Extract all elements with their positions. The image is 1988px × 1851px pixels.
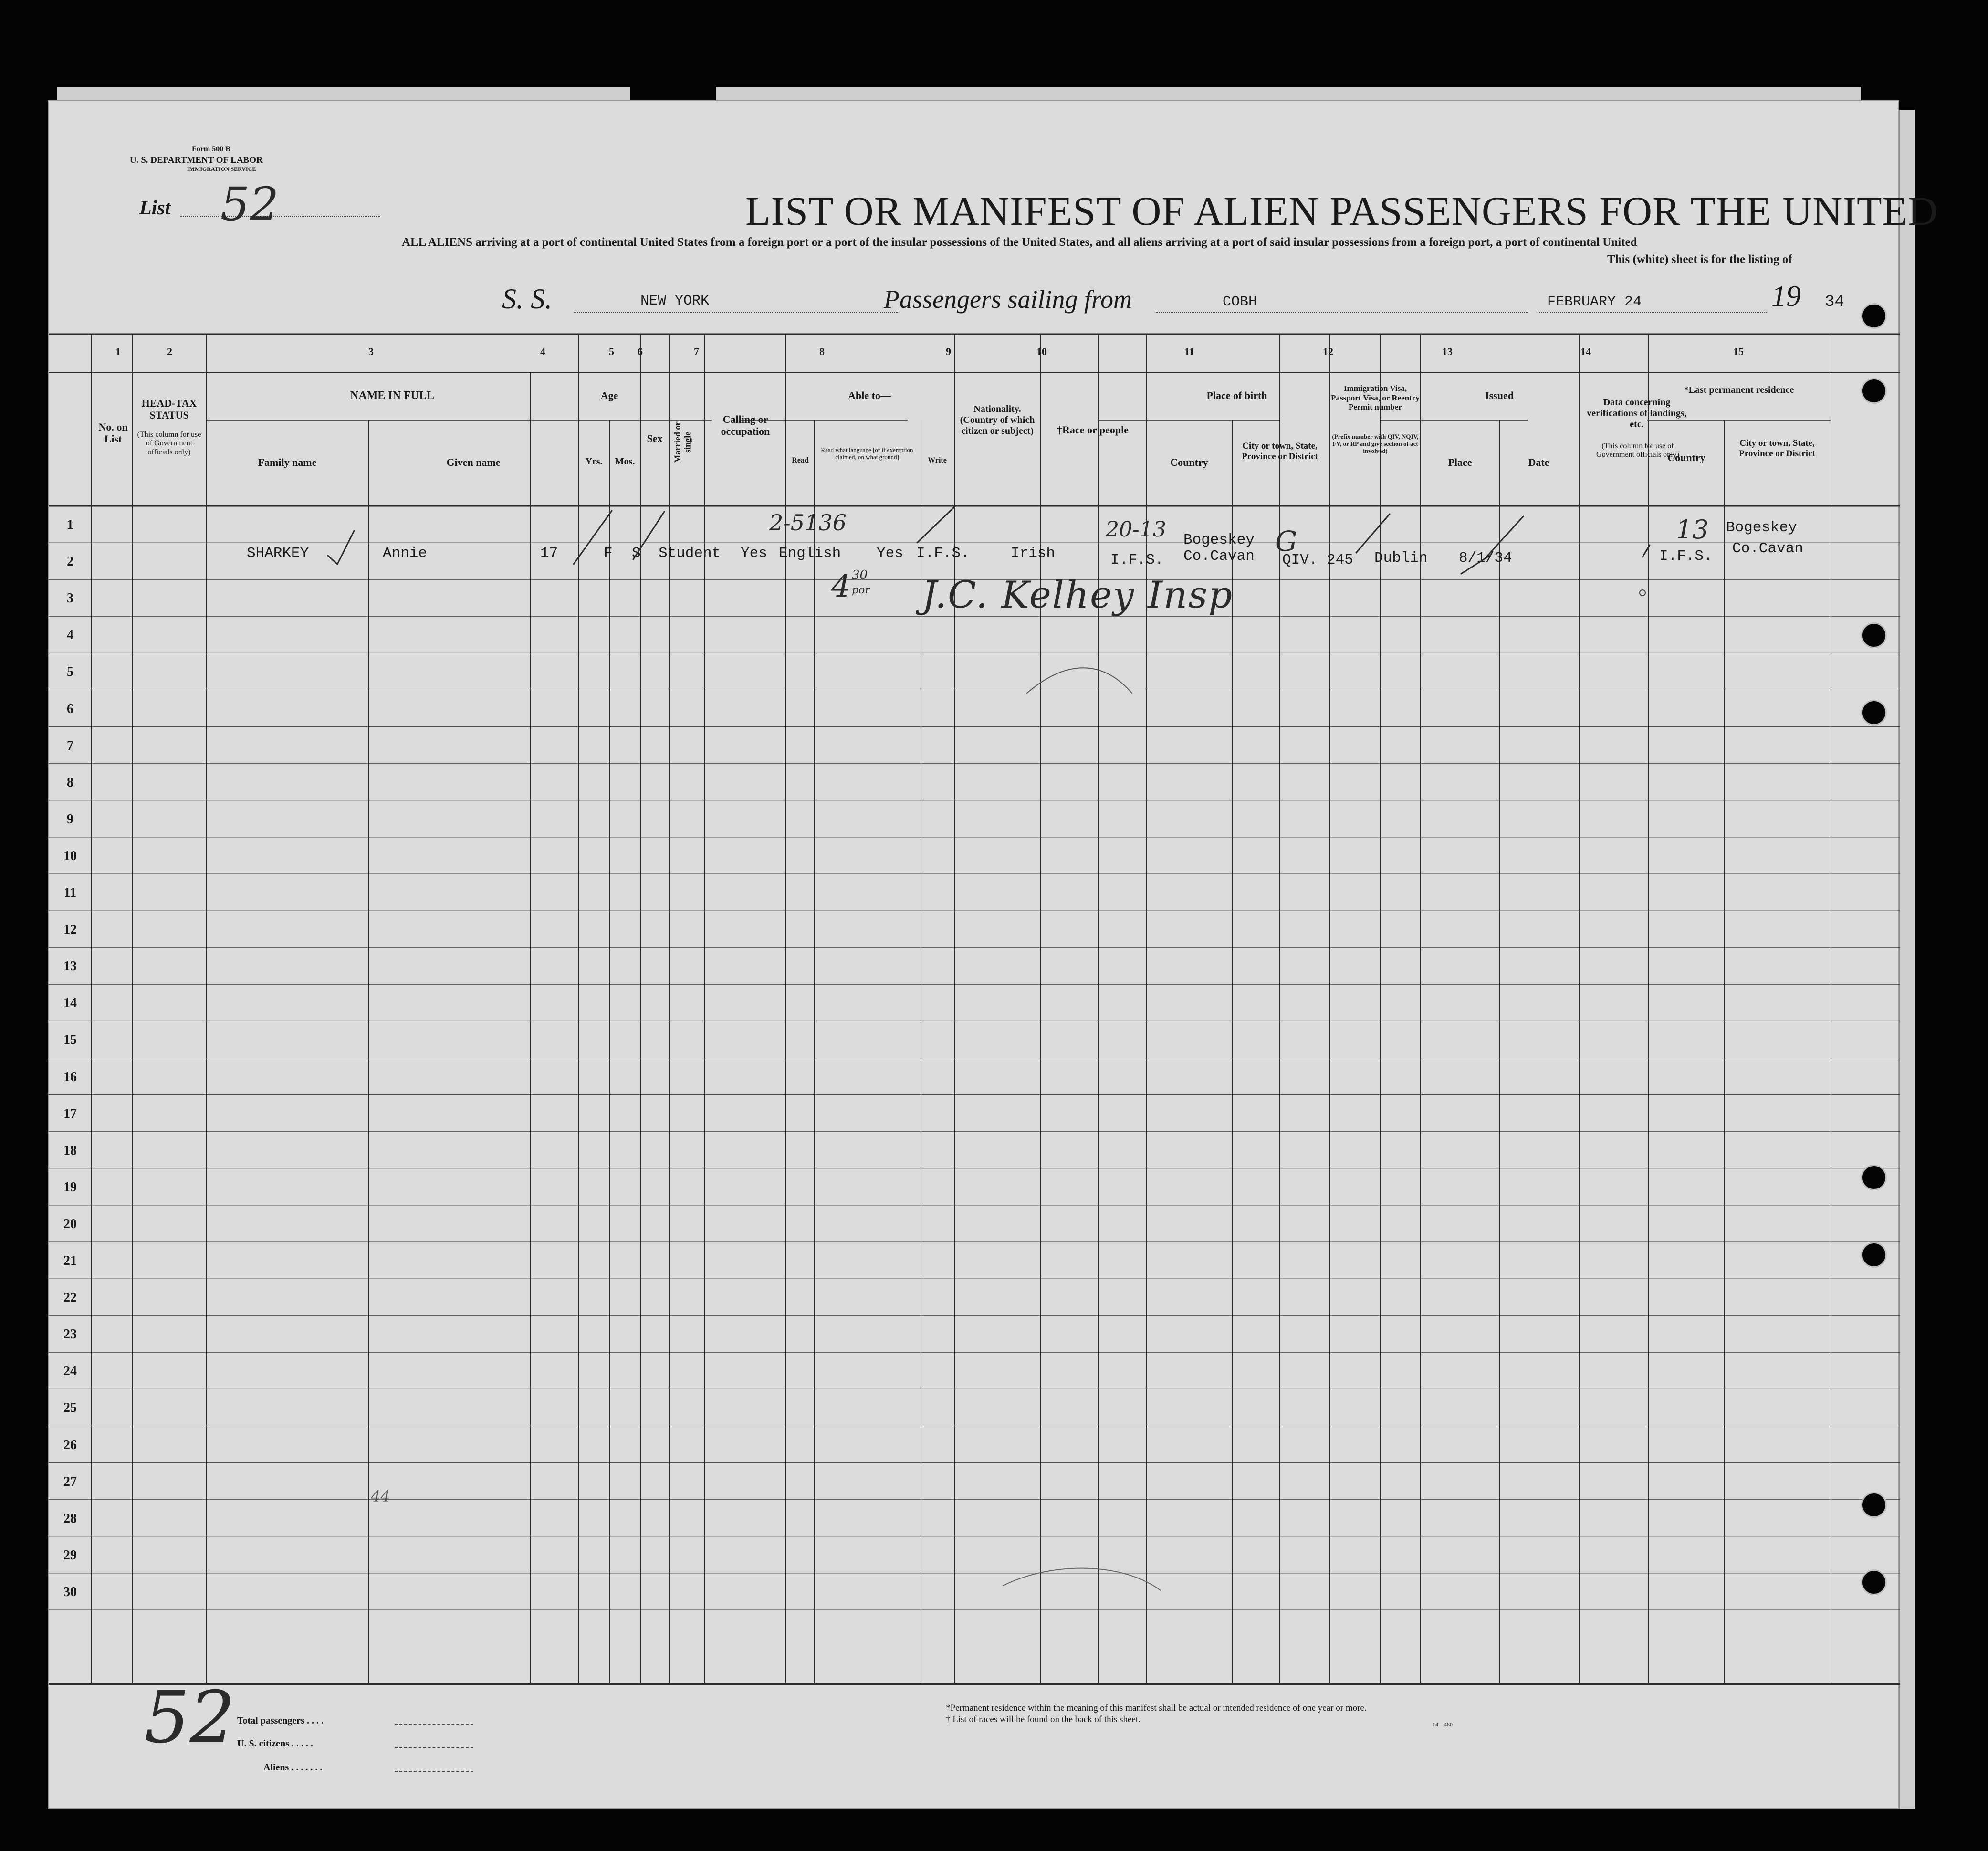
handwritten-visa-mark: G <box>1275 525 1297 557</box>
row-number: 26 <box>63 1437 77 1452</box>
row-number: 25 <box>63 1400 77 1416</box>
row-number: 2 <box>67 554 73 569</box>
row-number: 4 <box>67 628 73 643</box>
race-cell: Irish <box>1011 545 1056 562</box>
visa-header: Immigration Visa, Passport Visa, or Reentry Permit number <box>1331 384 1420 412</box>
row-number: 5 <box>67 664 73 680</box>
res-country-header: Country <box>1667 452 1705 463</box>
row-number: 3 <box>67 591 73 606</box>
column-number: 8 <box>819 346 825 358</box>
aliens-text: Aliens <box>263 1762 289 1773</box>
row-number: 8 <box>67 775 73 790</box>
column-number: 10 <box>1036 346 1047 358</box>
total-passengers-text: Total passengers <box>237 1715 304 1726</box>
service-label: IMMIGRATION SERVICE <box>187 166 256 172</box>
row-number: 22 <box>63 1290 77 1305</box>
handwritten-res-code: 13 <box>1676 515 1709 545</box>
issued-date-header: Date <box>1528 456 1549 468</box>
row-number: 9 <box>67 811 73 827</box>
port-name: COBH <box>1223 294 1257 310</box>
birth-country-header: Country <box>1170 456 1208 468</box>
list-number: 52 <box>220 178 279 231</box>
department-label: U. S. DEPARTMENT OF LABOR <box>130 155 263 165</box>
column-number: 14 <box>1580 346 1591 358</box>
place-of-birth-header: Place of birth <box>1206 389 1267 401</box>
head-tax-note: (This column for use of Government officials only) <box>137 431 201 456</box>
res-city-header: City or town, State, Province or District <box>1739 438 1815 459</box>
column-number: 5 <box>609 346 614 358</box>
read-header: Read <box>792 456 809 464</box>
birth-country-cell: I.F.S. <box>1110 552 1164 568</box>
year-suffix: 34 <box>1825 293 1844 311</box>
us-citizens-text: U. S. citizens <box>237 1738 289 1749</box>
row-number: 19 <box>63 1179 77 1195</box>
column-number: 13 <box>1442 346 1453 358</box>
table-grid <box>49 101 1900 1810</box>
row-number: 1 <box>67 517 73 532</box>
column-number: 4 <box>540 346 545 358</box>
aliens-line <box>395 1771 473 1772</box>
issued-date-cell: 8/1/34 <box>1459 550 1512 567</box>
data-verification-note: (This column for use of Government officials only) <box>1596 442 1679 459</box>
married-header: Married or single <box>672 421 692 463</box>
handwritten-birth-code: 20-13 <box>1106 517 1166 542</box>
year-prefix: 19 <box>1771 280 1801 313</box>
binder-hole <box>1861 1165 1887 1190</box>
column-number: 11 <box>1184 346 1194 358</box>
able-to-header: Able to— <box>848 389 891 401</box>
races-note: † List of races will be found on the back of this sheet. <box>946 1714 1140 1725</box>
row-number: 20 <box>63 1216 77 1231</box>
read-cell: Yes <box>741 545 767 562</box>
binder-hole <box>1861 700 1887 726</box>
family-name-header: Family name <box>258 456 317 468</box>
visa-note: (Prefix number with QIV, NQIV, FV, or RP and give section of act involved) <box>1332 433 1419 454</box>
permanent-residence-note: *Permanent residence within the meaning of this manifest shall be actual or intended residence of one year or more. <box>946 1703 1367 1713</box>
pencil-mark-44: 44 <box>371 1487 390 1505</box>
column-number: 2 <box>167 346 172 358</box>
data-verification-header: Data concerning verifications of landings, etc. <box>1587 397 1687 430</box>
manifest-title: LIST OR MANIFEST OF ALIEN PASSENGERS FOR THE UNITED <box>745 188 1938 234</box>
binder-hole <box>1861 303 1887 329</box>
res-country-cell: I.F.S. <box>1659 548 1713 565</box>
subtitle-lead: ALL ALIENS <box>402 236 472 249</box>
row-number: 27 <box>63 1474 77 1489</box>
column-number: 6 <box>638 346 643 358</box>
ship-label: S. S. <box>502 283 552 315</box>
issued-place-cell: Dublin <box>1374 550 1428 567</box>
family-name-cell: SHARKEY <box>247 545 309 562</box>
handwritten-language-code: 2-5136 <box>769 510 847 536</box>
row-number: 24 <box>63 1364 77 1379</box>
page-stack-edge <box>1899 110 1915 1809</box>
handwritten-list-margin: 52 <box>144 1676 235 1759</box>
binder-hole <box>1861 1569 1887 1595</box>
row-number: 16 <box>63 1069 77 1084</box>
form-code: 14—480 <box>1433 1721 1453 1728</box>
binder-hole <box>1861 1242 1887 1268</box>
write-cell: Yes <box>877 545 903 562</box>
row-number: 13 <box>63 959 77 974</box>
binder-hole <box>1861 1492 1887 1518</box>
row-number: 21 <box>63 1253 77 1268</box>
last-residence-header: *Last permanent residence <box>1684 385 1794 395</box>
issued-header: Issued <box>1485 389 1514 401</box>
language-cell: English <box>779 545 841 562</box>
age-cell: 17 <box>540 545 558 562</box>
visa-cell: QIV. 245 <box>1282 552 1353 568</box>
race-header: †Race or people <box>1057 424 1129 436</box>
name-in-full-header: NAME IN FULL <box>350 389 434 402</box>
sailing-label: Passengers sailing from <box>884 285 1132 314</box>
ship-name: NEW YORK <box>640 293 710 309</box>
column-number: 1 <box>115 346 121 358</box>
given-name-header: Given name <box>446 456 501 468</box>
row-number: 12 <box>63 922 77 937</box>
marital-cell: S <box>632 545 641 562</box>
birth-city-cell: Bogeskey <box>1183 532 1255 548</box>
row-number: 17 <box>63 1106 77 1121</box>
binder-hole <box>1861 378 1887 404</box>
column-number: 12 <box>1323 346 1333 358</box>
aliens-label: Aliens . . . . . . . <box>263 1762 323 1773</box>
mos-header: Mos. <box>615 456 635 467</box>
yrs-header: Yrs. <box>585 456 603 467</box>
row-number: 18 <box>63 1143 77 1158</box>
subtitle-text: arriving at a port of continental United States from a foreign port or a port of the insular possessions of the United States, and all aliens arriving at a port of said insular possessions from a foreign port, a port of continental United <box>475 236 1637 249</box>
calling-header: Calling or occupation <box>721 413 770 438</box>
handwritten-count: 4 <box>831 569 851 604</box>
age-header: Age <box>600 389 618 401</box>
res-city-cell: Bogeskey <box>1726 519 1797 536</box>
row-number: 6 <box>67 701 73 716</box>
row-number: 30 <box>63 1584 77 1599</box>
column-number: 9 <box>946 346 951 358</box>
write-header: Write <box>928 456 947 464</box>
subtitle-listing: This (white) sheet is for the listing of <box>1607 253 1792 266</box>
nationality-cell: I.F.S. <box>916 545 970 562</box>
manifest-sheet <box>48 100 1938 1809</box>
list-label: List <box>139 197 171 219</box>
row-number: 10 <box>63 848 77 863</box>
issued-place-header: Place <box>1448 456 1472 468</box>
sailing-date: FEBRUARY 24 <box>1547 294 1642 310</box>
row-number: 29 <box>63 1547 77 1563</box>
occupation-cell: Student <box>659 545 721 562</box>
us-citizens-label: U. S. citizens . . . . . <box>237 1738 313 1749</box>
birth-city-cell: Co.Cavan <box>1183 548 1255 565</box>
us-citizens-line <box>395 1747 473 1748</box>
row-number: 11 <box>63 885 77 900</box>
row-number: 7 <box>67 738 73 753</box>
birth-city-header: City or town, State, Province or District <box>1242 441 1318 462</box>
no-on-list-header: No. on List <box>98 421 128 445</box>
given-name-cell: Annie <box>383 545 428 562</box>
head-tax-header: HEAD-TAX STATUS <box>141 397 197 421</box>
read-language-header: Read what language [or if exemption claimed, on what ground] <box>821 446 913 461</box>
sex-cell: F <box>604 545 613 562</box>
row-number: 15 <box>63 1032 77 1048</box>
total-passengers-label: Total passengers . . . . <box>237 1715 324 1726</box>
column-number: 7 <box>694 346 699 358</box>
res-city-cell: Co.Cavan <box>1732 540 1803 557</box>
binder-hole <box>1861 622 1887 648</box>
form-number: Form 500 B <box>192 145 230 153</box>
handwritten-por: por <box>852 584 870 596</box>
inspector-signature: J.C. Kelhey Insp <box>922 574 1234 617</box>
handwritten-superscript: 30 <box>852 568 868 582</box>
total-passengers-line <box>395 1724 473 1725</box>
sex-header: Sex <box>647 432 663 444</box>
row-number: 28 <box>63 1511 77 1526</box>
column-number: 3 <box>368 346 374 358</box>
column-number: 15 <box>1733 346 1744 358</box>
row-number: 23 <box>63 1327 77 1342</box>
nationality-header: Nationality. (Country of which citizen or subject) <box>960 404 1035 436</box>
row-number: 14 <box>63 996 77 1011</box>
